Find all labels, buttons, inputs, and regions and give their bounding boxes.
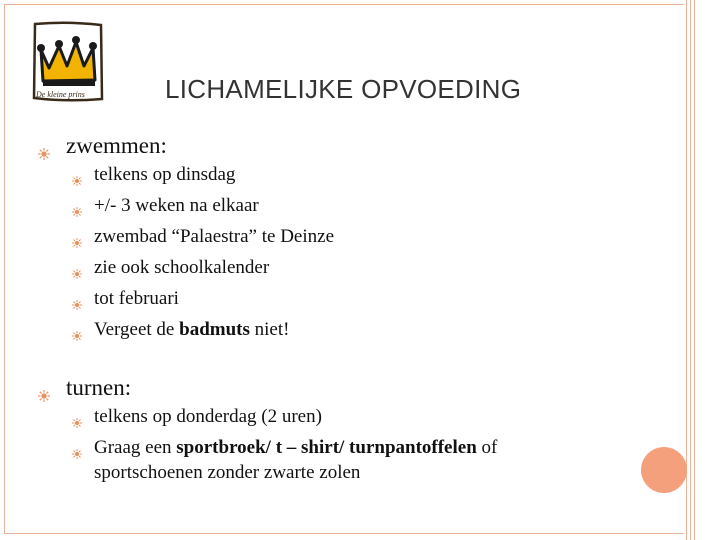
sun-bullet-icon xyxy=(38,140,50,152)
section-heading xyxy=(38,375,131,401)
list-item xyxy=(72,226,334,248)
sun-bullet-icon xyxy=(38,382,50,394)
accent-circle xyxy=(641,447,687,493)
list-item-text xyxy=(94,319,289,341)
bold-text: badmuts xyxy=(179,319,250,340)
section-heading-text: zwemmen: xyxy=(66,133,167,158)
rail-line xyxy=(690,0,691,540)
list-item-text: zwembad “Palaestra” te Deinze xyxy=(94,226,335,247)
section-heading-text: turnen: xyxy=(66,375,132,400)
list-item xyxy=(72,437,497,459)
sun-bullet-icon xyxy=(72,325,82,335)
list-item-text: +/- 3 weken na elkaar xyxy=(94,195,259,216)
sun-bullet-icon xyxy=(72,232,82,242)
list-item xyxy=(72,288,179,310)
sun-bullet-icon xyxy=(72,294,82,304)
list-item-continuation: sportschoenen zonder zwarte zolen xyxy=(94,462,361,483)
decorative-rail xyxy=(684,0,698,540)
list-item-text: telkens op dinsdag xyxy=(94,164,236,185)
page-title: LICHAMELIJKE OPVOEDING xyxy=(165,74,522,104)
bold-text: sportbroek/ t – shirt/ turnpantoffelen xyxy=(176,437,477,458)
sun-bullet-icon xyxy=(72,201,82,211)
list-item-text: zie ook schoolkalender xyxy=(94,257,270,278)
text-part: niet! xyxy=(249,319,290,340)
text-part: Vergeet de xyxy=(94,319,180,340)
list-item xyxy=(72,257,269,279)
sun-bullet-icon xyxy=(72,263,82,273)
sun-bullet-icon xyxy=(72,443,82,453)
list-item xyxy=(72,319,289,341)
list-item xyxy=(72,195,259,217)
rail-line xyxy=(694,0,695,540)
list-item-text: telkens op donderdag (2 uren) xyxy=(94,406,322,427)
sun-bullet-icon xyxy=(72,412,82,422)
list-item-text: tot februari xyxy=(94,288,179,309)
section-heading xyxy=(38,133,167,159)
logo-text: De kleine prins xyxy=(36,90,85,99)
text-part: Graag een xyxy=(94,437,177,458)
text-part: of xyxy=(476,437,498,458)
list-item xyxy=(72,406,322,428)
crown-logo xyxy=(29,20,106,106)
sun-bullet-icon xyxy=(72,170,82,180)
list-item xyxy=(72,164,235,186)
rail-line xyxy=(686,0,687,540)
list-item-text xyxy=(94,437,497,459)
